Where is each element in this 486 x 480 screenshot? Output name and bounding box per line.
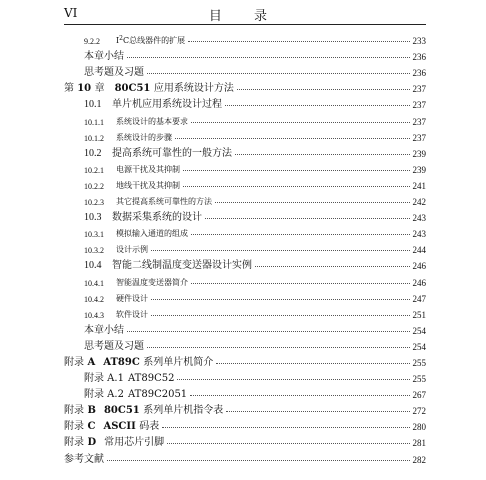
toc-label	[64, 369, 174, 384]
toc-entry[interactable]	[64, 159, 426, 175]
toc-leader-dots	[107, 460, 410, 461]
toc-number: 9.2.2	[84, 37, 100, 47]
page-title: 目 录	[208, 9, 282, 24]
toc-title: 80C51 系列单片机指令表	[103, 405, 224, 417]
toc-page-number: 237	[412, 116, 426, 127]
toc-page-number: 244	[412, 245, 426, 256]
toc-entry[interactable]	[64, 223, 426, 239]
toc-title: 本章小结	[84, 51, 124, 63]
toc-number: 附录 D	[64, 437, 97, 449]
toc-label	[64, 450, 104, 465]
toc-leader-dots	[175, 138, 410, 139]
toc-number: 第 10 章	[64, 83, 105, 95]
toc-page-number: 280	[412, 422, 426, 433]
toc-title: 地线干扰及其抑制	[116, 180, 180, 190]
toc-number: 附录 C	[64, 421, 96, 433]
toc-entry[interactable]	[64, 110, 426, 126]
toc-label	[64, 95, 222, 110]
toc-title: 设计示例	[116, 245, 148, 255]
toc-page-number: 255	[412, 357, 426, 368]
toc-label	[64, 180, 180, 191]
toc-leader-dots	[183, 170, 410, 171]
toc-title: 智能温度变送器简介	[116, 277, 188, 287]
toc-page-number: 236	[412, 68, 426, 79]
toc-number: 10.1.2	[84, 133, 104, 143]
toc-number: 10.4.1	[84, 278, 104, 288]
toc-entry[interactable]	[64, 432, 426, 448]
toc-number: 10.2.1	[84, 165, 104, 175]
toc-title: 系统设计的步骤	[116, 132, 172, 142]
toc-title: AT89C52	[128, 373, 175, 385]
toc-page-number: 233	[412, 36, 426, 47]
toc-leader-dots	[167, 443, 409, 444]
toc-number: 10.3.2	[84, 246, 104, 256]
toc-title: 本章小结	[84, 324, 124, 336]
toc-entry[interactable]	[64, 384, 426, 400]
toc-page-number: 246	[412, 277, 426, 288]
toc-label	[64, 35, 185, 46]
toc-page-number: 236	[412, 52, 426, 63]
toc-entry[interactable]	[64, 30, 426, 46]
toc-label	[64, 401, 223, 416]
toc-entry[interactable]	[64, 416, 426, 432]
toc-entry[interactable]	[64, 352, 426, 368]
toc-number: 附录 B	[64, 405, 96, 417]
toc-entry[interactable]	[64, 255, 426, 271]
toc-entry[interactable]	[64, 143, 426, 159]
toc-leader-dots	[215, 202, 410, 203]
page-number-roman: VI	[64, 6, 78, 20]
toc-leader-dots	[235, 154, 410, 155]
toc-page-number: 272	[412, 406, 426, 417]
toc-label	[64, 132, 172, 143]
toc-label	[64, 228, 188, 239]
toc-title: 智能二线制温度变送器设计实例	[112, 260, 252, 272]
toc-label	[64, 79, 234, 94]
toc-leader-dots	[191, 283, 410, 284]
toc-entry[interactable]	[64, 175, 426, 191]
toc-entry[interactable]	[64, 271, 426, 287]
toc-title: 思考题及习题	[84, 340, 144, 352]
toc-page-number: 239	[412, 148, 426, 159]
table-of-contents	[64, 30, 426, 465]
toc-page-number: 251	[412, 309, 426, 320]
toc-label	[64, 208, 202, 223]
toc-leader-dots	[191, 234, 410, 235]
toc-page-number: 246	[412, 261, 426, 272]
toc-number: 10.2.2	[84, 181, 104, 191]
toc-label	[64, 63, 144, 78]
toc-label	[64, 385, 187, 400]
toc-leader-dots	[190, 395, 409, 396]
toc-entry[interactable]	[64, 78, 426, 94]
toc-title: 硬件设计	[116, 293, 148, 303]
toc-page-number: 267	[412, 390, 426, 401]
toc-title: 思考题及习题	[84, 67, 144, 79]
toc-leader-dots	[127, 57, 410, 58]
toc-leader-dots	[147, 347, 410, 348]
toc-number: 附录 A.2	[84, 389, 124, 401]
toc-entry[interactable]	[64, 62, 426, 78]
toc-entry[interactable]	[64, 46, 426, 62]
toc-label	[64, 47, 124, 62]
toc-number: 10.1	[84, 99, 102, 111]
toc-title: 单片机应用系统设计过程	[112, 99, 222, 111]
toc-title: AT89C 系列单片机简介	[103, 356, 214, 368]
toc-entry[interactable]	[64, 239, 426, 255]
toc-title: 模拟输入通道的组成	[116, 229, 188, 239]
toc-label	[64, 337, 144, 352]
toc-title: 电源干扰及其抑制	[116, 164, 180, 174]
toc-leader-dots	[216, 363, 409, 364]
toc-entry[interactable]	[64, 448, 426, 464]
toc-page-number: 243	[412, 213, 426, 224]
toc-page-number: 237	[412, 100, 426, 111]
toc-label	[64, 244, 148, 255]
toc-title: 软件设计	[116, 309, 148, 319]
toc-title: 系统设计的基本要求	[116, 116, 188, 126]
toc-page-number: 241	[412, 180, 426, 191]
toc-title: 提高系统可靠性的一般方法	[112, 147, 232, 159]
toc-number: 附录 A	[64, 356, 96, 368]
toc-title: 参考文献	[64, 453, 104, 465]
toc-number: 10.4.2	[84, 294, 104, 304]
toc-title: 数据采集系统的设计	[112, 212, 202, 224]
toc-leader-dots	[226, 411, 409, 412]
toc-leader-dots	[177, 379, 409, 380]
toc-entry[interactable]	[64, 400, 426, 416]
toc-number: 10.2	[84, 147, 102, 159]
toc-label	[64, 293, 148, 304]
toc-leader-dots	[191, 122, 410, 123]
toc-page-number: 237	[412, 84, 426, 95]
toc-label	[64, 277, 188, 288]
toc-page-number: 243	[412, 229, 426, 240]
toc-entry[interactable]	[64, 368, 426, 384]
toc-page-number: 281	[412, 438, 426, 449]
toc-leader-dots	[151, 315, 410, 316]
toc-page-number: 282	[412, 454, 426, 465]
toc-page-number: 239	[412, 164, 426, 175]
toc-label	[64, 433, 164, 448]
toc-number: 10.3	[84, 212, 102, 224]
toc-page-number: 254	[412, 341, 426, 352]
toc-entry[interactable]	[64, 320, 426, 336]
toc-leader-dots	[183, 186, 410, 187]
toc-leader-dots	[162, 427, 409, 428]
toc-leader-dots	[255, 266, 410, 267]
toc-label	[64, 196, 212, 207]
toc-page-number: 254	[412, 325, 426, 336]
toc-number: 10.2.3	[84, 198, 104, 208]
toc-page-number: 237	[412, 132, 426, 143]
toc-number: 10.3.1	[84, 230, 104, 240]
toc-entry[interactable]	[64, 191, 426, 207]
toc-title: 其它提高系统可靠性的方法	[116, 197, 212, 207]
toc-title: AT89C2051	[128, 389, 188, 401]
toc-entry[interactable]	[64, 127, 426, 143]
toc-leader-dots	[127, 331, 410, 332]
toc-entry[interactable]	[64, 304, 426, 320]
toc-title: $I^2C$总线器件的扩展	[116, 35, 186, 46]
toc-label	[64, 116, 188, 127]
toc-entry[interactable]	[64, 288, 426, 304]
toc-entry[interactable]	[64, 94, 426, 110]
toc-label	[64, 256, 252, 271]
toc-leader-dots	[225, 105, 410, 106]
toc-entry[interactable]	[64, 336, 426, 352]
toc-leader-dots	[237, 89, 410, 90]
toc-entry[interactable]	[64, 207, 426, 223]
toc-page-number: 242	[412, 197, 426, 208]
toc-title: 常用芯片引脚	[104, 437, 165, 449]
toc-leader-dots	[151, 299, 410, 300]
toc-label	[64, 164, 180, 175]
toc-label	[64, 144, 232, 159]
toc-title: ASCII 码表	[103, 421, 160, 433]
toc-number: 10.4	[84, 260, 102, 272]
toc-page-number: 247	[412, 293, 426, 304]
toc-number: 10.1.1	[84, 117, 104, 127]
toc-label	[64, 309, 148, 320]
toc-leader-dots	[147, 73, 410, 74]
toc-leader-dots	[205, 218, 410, 219]
page-header	[64, 6, 426, 25]
toc-leader-dots	[151, 250, 410, 251]
toc-page-number: 255	[412, 374, 426, 385]
toc-label	[64, 353, 213, 368]
toc-number: 附录 A.1	[84, 373, 124, 385]
toc-number: 10.4.3	[84, 310, 104, 320]
toc-label	[64, 321, 124, 336]
toc-leader-dots	[188, 41, 409, 42]
toc-label	[64, 417, 159, 432]
toc-title: 80C51 应用系统设计方法	[114, 83, 234, 95]
